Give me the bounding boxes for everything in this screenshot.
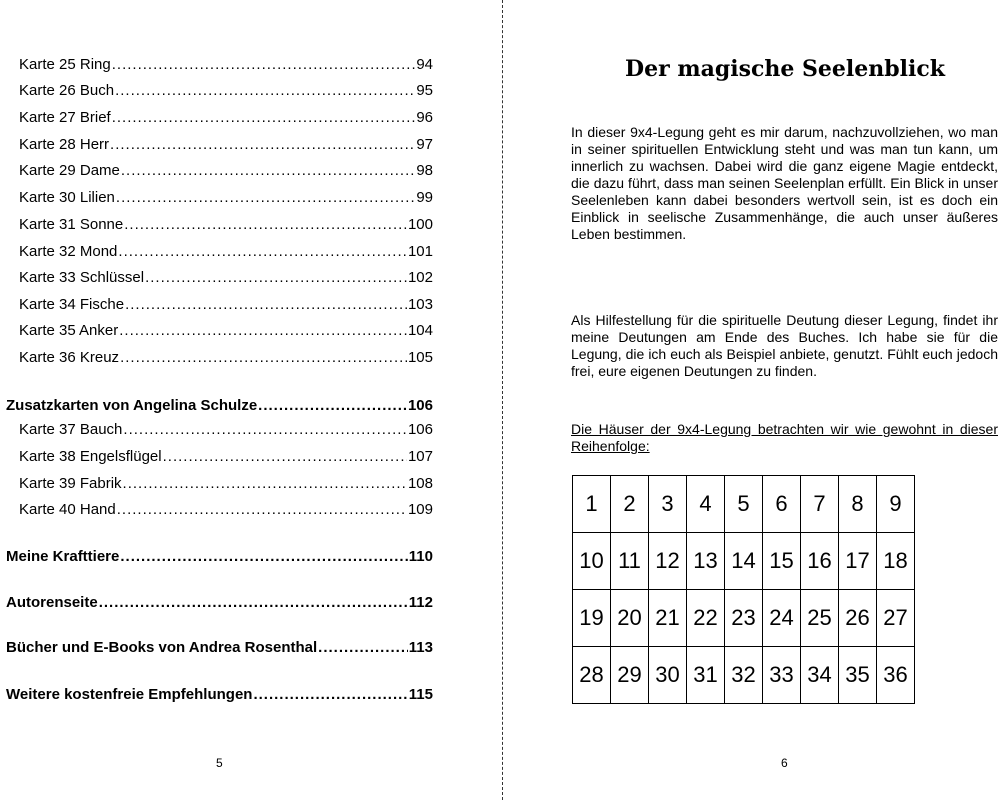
house-cell: 12 bbox=[649, 533, 687, 590]
toc-entry[interactable] bbox=[19, 82, 433, 100]
house-cell: 3 bbox=[649, 476, 687, 533]
toc-entry-title: Karte 25 Ring bbox=[19, 56, 111, 73]
house-cell: 34 bbox=[801, 647, 839, 704]
toc-dot-leader bbox=[124, 216, 407, 234]
house-cell: 23 bbox=[725, 590, 763, 647]
house-cell: 13 bbox=[687, 533, 725, 590]
house-cell: 17 bbox=[839, 533, 877, 590]
toc-entry-title: Meine Krafttiere bbox=[6, 548, 120, 565]
toc-dot-leader bbox=[115, 82, 415, 100]
toc-entry[interactable] bbox=[19, 501, 433, 519]
toc-entry-page: 109 bbox=[407, 501, 433, 518]
toc-entry-page: 97 bbox=[416, 136, 433, 153]
toc-entry[interactable] bbox=[6, 686, 433, 704]
toc-entry-page: 112 bbox=[408, 594, 433, 611]
toc-entry-title: Karte 26 Buch bbox=[19, 82, 115, 99]
house-cell: 16 bbox=[801, 533, 839, 590]
house-cell: 18 bbox=[877, 533, 915, 590]
house-cell: 21 bbox=[649, 590, 687, 647]
house-cell: 36 bbox=[877, 647, 915, 704]
toc-entry-page: 106 bbox=[407, 421, 433, 438]
toc-entry-page: 107 bbox=[407, 448, 433, 465]
toc-entry[interactable] bbox=[19, 349, 433, 367]
toc-dot-leader bbox=[258, 397, 407, 415]
toc-dot-leader bbox=[125, 296, 407, 314]
house-cell: 4 bbox=[687, 476, 725, 533]
house-cell: 11 bbox=[611, 533, 649, 590]
toc-entry-title: Karte 33 Schlüssel bbox=[19, 269, 145, 286]
toc-entry-title: Karte 35 Anker bbox=[19, 322, 119, 339]
toc-entry-title: Bücher und E-Books von Andrea Rosenthal bbox=[6, 639, 318, 656]
toc-entry-page: 103 bbox=[407, 296, 433, 313]
intro-paragraph: In dieser 9x4-Legung geht es mir darum, nachzuvollziehen, wo man in seiner spirituellen Entwicklung steht und was man tun kann, um innerlich zu wachsen. Dabei wird die ganz eigene Magie entdeckt, die dazu führt, dass man seinen Seelenplan erfüllt. Ein Blick in unser Seelenleben kann dabei besonders wertvoll sein, ist es doch ein Einblick in seelische Zusammenhänge, die auch unser äußeres Leben bestimmen. bbox=[571, 124, 998, 242]
toc-entry-page: 102 bbox=[407, 269, 433, 286]
toc-entry[interactable] bbox=[19, 189, 433, 207]
toc-entry[interactable] bbox=[19, 296, 433, 314]
house-cell: 28 bbox=[573, 647, 611, 704]
toc-entry-page: 105 bbox=[407, 349, 433, 366]
page-divider bbox=[502, 0, 503, 800]
houses-intro: Die Häuser der 9x4-Legung betrachten wir wie gewohnt in dieser Reihenfolge: bbox=[571, 421, 998, 454]
toc-entry-page: 98 bbox=[416, 162, 433, 179]
toc-entry-page: 108 bbox=[407, 475, 433, 492]
house-cell: 22 bbox=[687, 590, 725, 647]
toc-dot-leader bbox=[116, 189, 415, 207]
toc-entry-title: Karte 37 Bauch bbox=[19, 421, 123, 438]
house-cell: 24 bbox=[763, 590, 801, 647]
toc-dot-leader bbox=[118, 243, 407, 261]
toc-entry[interactable] bbox=[19, 109, 433, 127]
house-cell: 32 bbox=[725, 647, 763, 704]
toc-entry-page: 96 bbox=[416, 109, 433, 126]
toc-dot-leader bbox=[123, 421, 407, 439]
hint-paragraph: Als Hilfestellung für die spirituelle Deutung dieser Legung, findet ihr meine Deutungen am Ende des Buches. Ich habe sie für die Legung, die ich euch als Beispiel anbiete, genutzt. Fühlt euch jedoch frei, eure eigenen Deutungen zu finden. bbox=[571, 312, 998, 379]
toc-entry[interactable] bbox=[19, 322, 433, 340]
toc-dot-leader bbox=[119, 322, 407, 340]
toc-entry-title: Karte 28 Herr bbox=[19, 136, 110, 153]
house-cell: 30 bbox=[649, 647, 687, 704]
toc-entry-title: Karte 38 Engelsflügel bbox=[19, 448, 162, 465]
house-cell: 19 bbox=[573, 590, 611, 647]
toc-entry-page: 110 bbox=[408, 548, 433, 565]
toc-dot-leader bbox=[117, 501, 407, 519]
toc-entry-page: 101 bbox=[407, 243, 433, 260]
left-page-number: 5 bbox=[216, 756, 223, 770]
toc-entry-title: Karte 27 Brief bbox=[19, 109, 111, 126]
toc-entry[interactable] bbox=[19, 475, 433, 493]
house-cell: 27 bbox=[877, 590, 915, 647]
house-cell: 10 bbox=[573, 533, 611, 590]
toc-entry[interactable] bbox=[19, 162, 433, 180]
toc-dot-leader bbox=[99, 594, 408, 612]
toc-entry[interactable] bbox=[19, 448, 433, 466]
toc-entry-title: Weitere kostenfreie Empfehlungen bbox=[6, 686, 253, 703]
toc-entry-page: 94 bbox=[416, 56, 433, 73]
toc-entry-title: Zusatzkarten von Angelina Schulze bbox=[6, 397, 258, 414]
toc-entry[interactable] bbox=[19, 421, 433, 439]
house-cell: 26 bbox=[839, 590, 877, 647]
right-page-number: 6 bbox=[781, 756, 788, 770]
toc-dot-leader bbox=[318, 639, 408, 657]
toc-dot-leader bbox=[145, 269, 407, 287]
toc-dot-leader bbox=[112, 109, 416, 127]
chapter-heading: Der magische Seelenblick bbox=[625, 56, 945, 82]
table-of-contents bbox=[0, 0, 440, 800]
toc-entry-page: 104 bbox=[407, 322, 433, 339]
toc-entry[interactable] bbox=[6, 548, 433, 566]
house-cell: 25 bbox=[801, 590, 839, 647]
houses-row bbox=[573, 590, 915, 647]
toc-entry[interactable] bbox=[6, 639, 433, 657]
toc-entry-title: Karte 32 Mond bbox=[19, 243, 118, 260]
toc-entry-title: Karte 30 Lilien bbox=[19, 189, 115, 206]
toc-dot-leader bbox=[163, 448, 407, 466]
house-cell: 8 bbox=[839, 476, 877, 533]
house-cell: 7 bbox=[801, 476, 839, 533]
toc-entry-page: 106 bbox=[407, 397, 433, 414]
house-cell: 29 bbox=[611, 647, 649, 704]
toc-entry[interactable] bbox=[19, 216, 433, 234]
toc-entry-title: Karte 34 Fische bbox=[19, 296, 125, 313]
toc-dot-leader bbox=[110, 136, 415, 154]
toc-dot-leader bbox=[112, 56, 416, 74]
house-cell: 20 bbox=[611, 590, 649, 647]
toc-entry-page: 115 bbox=[408, 686, 433, 703]
toc-entry-title: Karte 39 Fabrik bbox=[19, 475, 122, 492]
house-cell: 35 bbox=[839, 647, 877, 704]
toc-entry-title: Karte 31 Sonne bbox=[19, 216, 124, 233]
toc-dot-leader bbox=[121, 162, 415, 180]
toc-dot-leader bbox=[253, 686, 407, 704]
toc-entry[interactable] bbox=[19, 243, 433, 261]
toc-entry-title: Karte 29 Dame bbox=[19, 162, 120, 179]
toc-dot-leader bbox=[120, 548, 407, 566]
toc-entry[interactable] bbox=[6, 594, 433, 612]
toc-entry-page: 100 bbox=[407, 216, 433, 233]
house-cell: 2 bbox=[611, 476, 649, 533]
house-cell: 14 bbox=[725, 533, 763, 590]
houses-row bbox=[573, 533, 915, 590]
houses-grid bbox=[572, 475, 915, 704]
toc-dot-leader bbox=[120, 349, 407, 367]
toc-entry[interactable] bbox=[19, 136, 433, 154]
house-cell: 33 bbox=[763, 647, 801, 704]
toc-entry-title: Karte 40 Hand bbox=[19, 501, 116, 518]
toc-entry-page: 95 bbox=[416, 82, 433, 99]
toc-entry-title: Autorenseite bbox=[6, 594, 98, 611]
house-cell: 15 bbox=[763, 533, 801, 590]
house-cell: 6 bbox=[763, 476, 801, 533]
toc-entry-page: 113 bbox=[408, 639, 433, 656]
house-cell: 31 bbox=[687, 647, 725, 704]
house-cell: 5 bbox=[725, 476, 763, 533]
toc-entry-page: 99 bbox=[416, 189, 433, 206]
toc-entry[interactable] bbox=[19, 56, 433, 74]
house-cell: 1 bbox=[573, 476, 611, 533]
toc-entry-title: Karte 36 Kreuz bbox=[19, 349, 120, 366]
toc-entry[interactable] bbox=[6, 397, 433, 415]
toc-dot-leader bbox=[123, 475, 407, 493]
houses-row bbox=[573, 647, 915, 704]
toc-entry[interactable] bbox=[19, 269, 433, 287]
houses-row bbox=[573, 476, 915, 533]
house-cell: 9 bbox=[877, 476, 915, 533]
